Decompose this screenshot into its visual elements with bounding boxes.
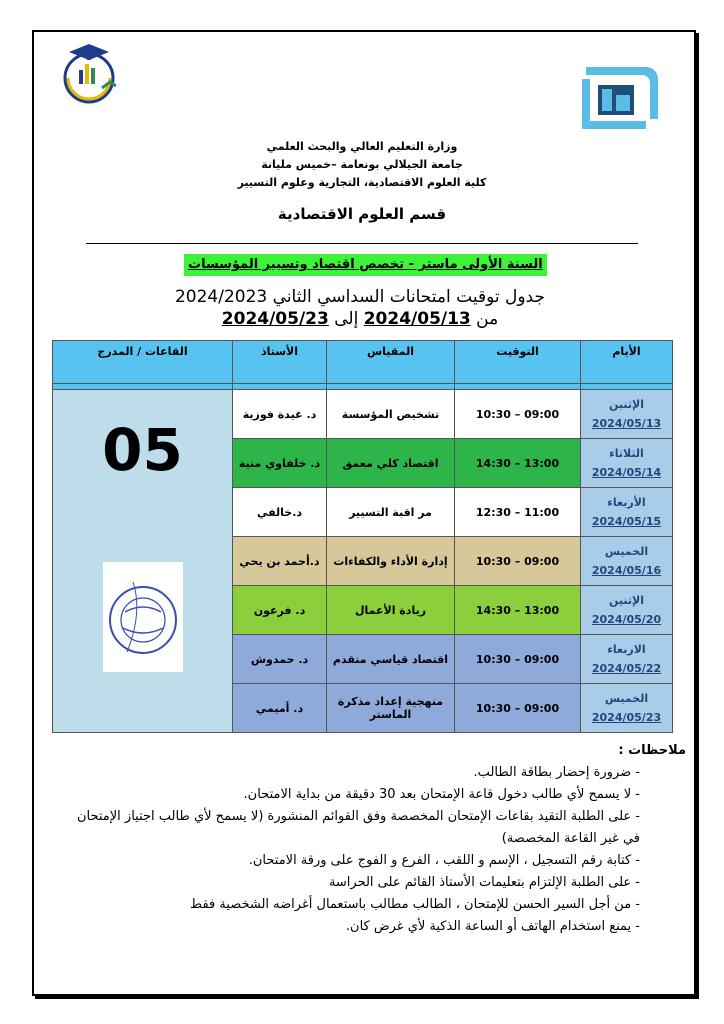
subject-cell: اقتصاد قياسي متقدم	[327, 635, 455, 684]
day-name: الخميس	[604, 692, 649, 705]
notes-title: ملاحظات :	[618, 743, 686, 758]
professor-cell: د. غيدة فوزية	[233, 390, 327, 439]
day-date: 2024/05/14	[591, 466, 662, 479]
day-name: الخميس	[604, 545, 649, 558]
program-subtitle: السنة الأولى ماستر - تخصص اقتصاد وتسيير المؤسسات	[184, 254, 547, 276]
faculty-logo	[54, 38, 124, 108]
university-logo	[576, 55, 664, 137]
table-row	[53, 390, 673, 439]
day-cell	[581, 439, 673, 488]
day-date: 2024/05/15	[591, 515, 662, 528]
divider	[86, 243, 638, 244]
time-cell: 13:00 – 14:30	[455, 586, 581, 635]
professor-cell: د. فرعون	[233, 586, 327, 635]
header-days: الأيام	[581, 341, 673, 384]
schedule-title-line2	[120, 308, 600, 330]
day-cell	[581, 684, 673, 733]
time-cell: 13:00 – 14:30	[455, 439, 581, 488]
day-cell	[581, 586, 673, 635]
subject-cell: مر اقبة التسيير	[327, 488, 455, 537]
schedule-title	[120, 286, 600, 330]
header-professor: الأستاذ	[233, 341, 327, 384]
day-cell	[581, 635, 673, 684]
day-date: 2024/05/22	[591, 662, 662, 675]
day-name: الإثنين	[609, 594, 644, 607]
time-cell: 09:00 – 10:30	[455, 537, 581, 586]
title-from-word: من	[470, 309, 499, 329]
note-item: - على الطلبة الإلتزام بتعليمات الأستاذ القائم على الحراسة	[328, 875, 640, 890]
note-item: - من أجل السير الحسن للإمتحان ، الطالب مطالب باستعمال أغراضه الشخصية فقط	[190, 897, 640, 912]
official-stamp	[103, 562, 183, 672]
header-time: التوقيت	[455, 341, 581, 384]
subject-cell: تشخيص المؤسسة	[327, 390, 455, 439]
day-name: الأربعاء	[607, 496, 646, 509]
time-cell: 09:00 – 10:30	[455, 635, 581, 684]
ministry-name: وزارة التعليم العالي والبحث العلمي	[266, 140, 458, 153]
subject-cell: اقتصاد كلي معمق	[327, 439, 455, 488]
time-cell: 09:00 – 10:30	[455, 684, 581, 733]
header-room: القاعات / المدرج	[53, 341, 233, 384]
day-date: 2024/05/23	[591, 711, 662, 724]
day-name: الثلاثاء	[609, 447, 644, 460]
day-date: 2024/05/16	[591, 564, 662, 577]
note-item: - ضرورة إحضار بطاقة الطالب.	[473, 765, 640, 780]
day-name: الإثنين	[609, 398, 644, 411]
header-subject: المقياس	[327, 341, 455, 384]
institution-header	[200, 138, 524, 192]
professor-cell: د.أحمد بن يحي	[233, 537, 327, 586]
faculty-name: كلية العلوم الاقتصادية، التجارية وعلوم التسيير	[237, 176, 487, 189]
table-header-row	[53, 341, 673, 384]
subject-cell: إدارة الأداء والكفاءات	[327, 537, 455, 586]
university-name: جامعة الجيلالي بونعامة –خميس مليانة	[261, 158, 463, 171]
day-date: 2024/05/13	[591, 417, 662, 430]
subject-cell: منهجية إعداد مذكرة الماستر	[327, 684, 455, 733]
professor-cell: د. أميمي	[233, 684, 327, 733]
title-from-date: 2024/05/13	[363, 309, 471, 329]
time-cell: 09:00 – 10:30	[455, 390, 581, 439]
note-item: - على الطلبة التقيد بقاعات الإمتحان المخصصة وفق القوائم المنشورة (لا يسمح لأي طالب اجتياز الإمتحان في غير القاعة المخصصة)	[76, 809, 640, 846]
title-to-word: إلى	[328, 309, 364, 329]
note-item: - كتابة رقم التسجيل ، الإسم و اللقب ، الفرع و الفوج على ورقة الامتحان.	[248, 853, 640, 868]
exam-schedule-table	[52, 340, 673, 733]
notes-section	[60, 740, 686, 938]
notes-list	[60, 762, 686, 938]
professor-cell: د.خالفي	[233, 488, 327, 537]
schedule-title-line1: جدول توقيت امتحانات السداسي الثاني 2024/2023	[174, 287, 545, 307]
room-cell	[53, 390, 233, 733]
subject-cell: ريادة الأعمال	[327, 586, 455, 635]
note-item: - يمنع استخدام الهاتف أو الساعة الذكية لأي غرض كان.	[345, 919, 640, 934]
note-item: - لا يسمح لأي طالب دخول قاعة الإمتحان بعد 30 دقيقة من بداية الامتحان.	[243, 787, 640, 802]
day-cell	[581, 537, 673, 586]
professor-cell: د. حمدوش	[233, 635, 327, 684]
day-name: الاربعاء	[607, 643, 646, 656]
room-number: 05	[102, 416, 183, 484]
time-cell: 11:00 – 12:30	[455, 488, 581, 537]
professor-cell: د. خلفاوي منية	[233, 439, 327, 488]
day-cell	[581, 390, 673, 439]
day-date: 2024/05/20	[591, 613, 662, 626]
day-cell	[581, 488, 673, 537]
title-to-date: 2024/05/23	[221, 309, 329, 329]
department-name: قسم العلوم الاقتصادية	[277, 205, 447, 223]
